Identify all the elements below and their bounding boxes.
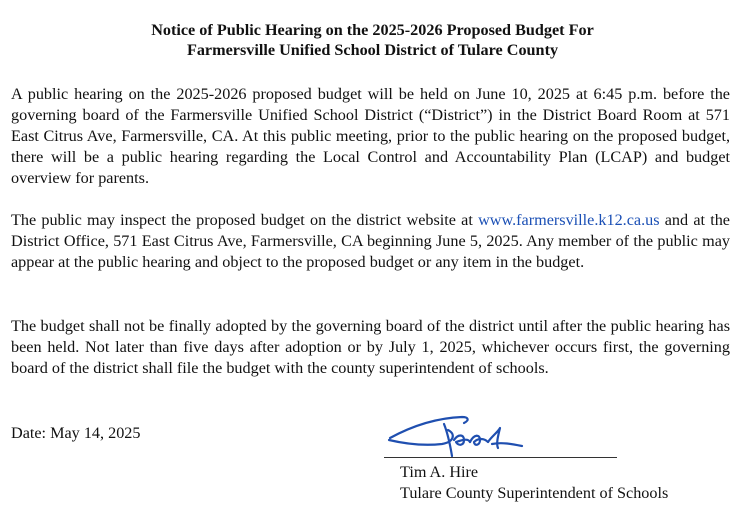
signer-title: Tulare County Superintendent of Schools xyxy=(400,484,669,502)
paragraph-adoption: The budget shall not be finally adopted by the governing board of the district until after the public hearing has been held. Not later than five days after adoption or by July 1, 2025, whichever occurs first, the governing board of the district shall file the budget with the county superintendent of schools. xyxy=(11,317,730,377)
paragraph-inspection-text-end: and at the District Office, 571 East Citrus Ave, Farmersville, CA beginning June 5, 2025. Any member of the public may appear at the public hearing and object to the proposed budget or any item in the budget. xyxy=(11,211,730,271)
handwritten-signature xyxy=(384,404,534,462)
district-website-link[interactable]: www.farmersville.k12.ca.us xyxy=(478,211,660,229)
paragraph-inspection xyxy=(11,210,730,273)
paragraph-hearing-details: A public hearing on the 2025-2026 proposed budget will be held on June 10, 2025 at 6:45 p.m. before the governing board of the Farmersville Unified School District (“District”) in the District Board Room at 571 East Citrus Ave, Farmersville, CA. At this public meeting, prior to the public hearing on the proposed budget, there will be a public hearing regarding the Local Control and Accountability Plan (LCAP) and budget overview for parents. xyxy=(11,85,730,187)
signature-line xyxy=(384,457,617,458)
notice-date: Date: May 14, 2025 xyxy=(11,424,141,442)
paragraph-inspection-text-start: The public may inspect the proposed budget on the district website at xyxy=(11,211,479,229)
signer-name: Tim A. Hire xyxy=(400,463,479,481)
notice-title-line-1: Notice of Public Hearing on the 2025-2026 Proposed Budget For xyxy=(151,21,594,39)
notice-title-line-2: Farmersville Unified School District of Tulare County xyxy=(186,41,559,59)
